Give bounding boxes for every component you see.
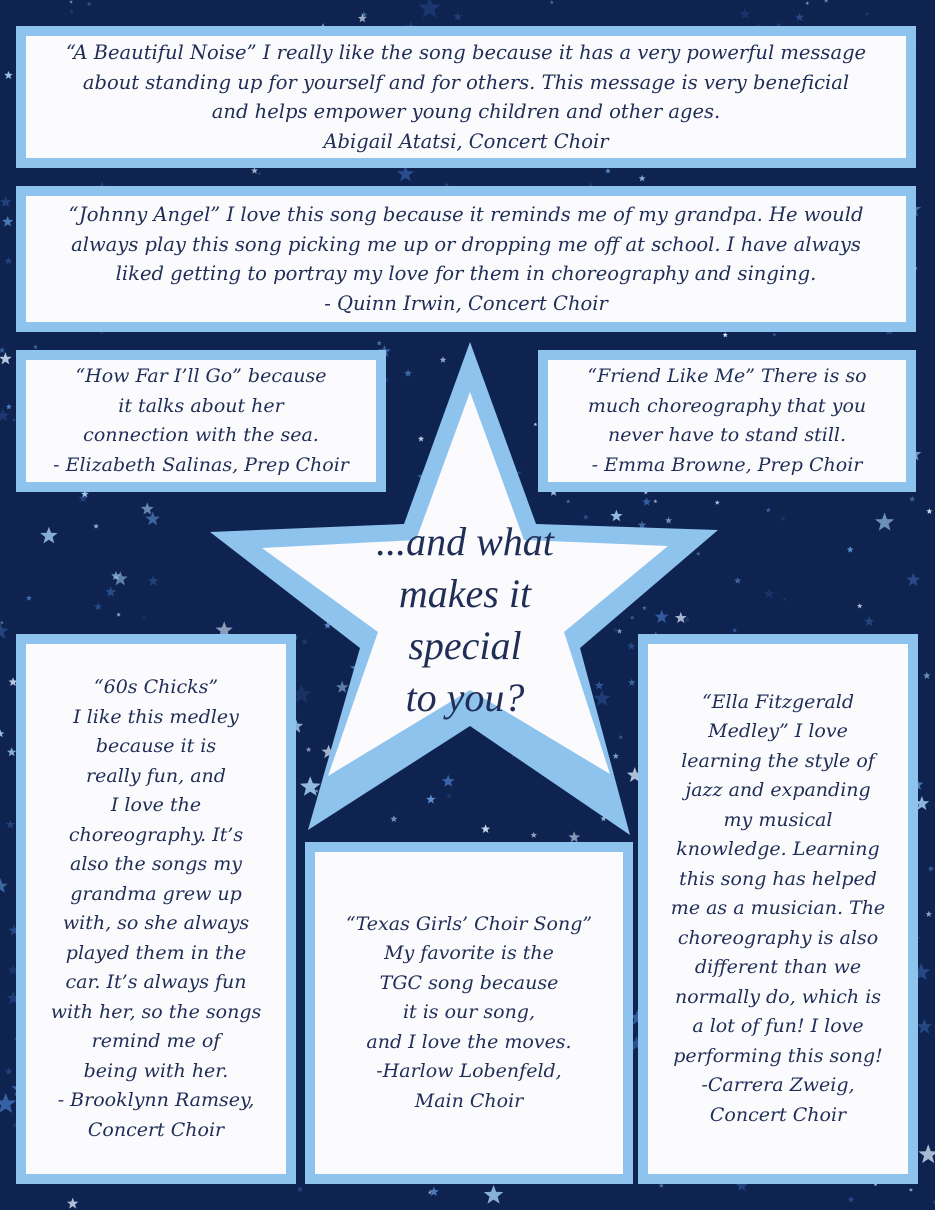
quote-card-texas-girls-choir xyxy=(305,842,633,1184)
quote-line: My favorite is the xyxy=(384,942,554,965)
quote-card-johnny-angel xyxy=(16,186,916,332)
quote-line: liked getting to portray my love for them in choreography and singing. xyxy=(115,262,817,285)
quote-author: -Carrera Zweig, xyxy=(701,1074,855,1097)
quote-card-beautiful-noise xyxy=(16,26,916,168)
quote-author: Concert Choir xyxy=(709,1103,847,1126)
quote-line: being with her. xyxy=(83,1059,229,1082)
quote-line: “Friend Like Me” There is so xyxy=(587,365,867,387)
star-heading-line: makes it xyxy=(398,571,532,616)
quote-line: grandma grew up xyxy=(70,882,242,905)
quote-line: learning the style of xyxy=(681,749,875,772)
quote-author: -Harlow Lobenfeld, xyxy=(376,1060,562,1083)
quote-line: remind me of xyxy=(91,1030,221,1052)
quote-line: I love the xyxy=(110,794,202,816)
quote-line: “Texas Girls’ Choir Song” xyxy=(345,912,593,935)
quote-author: - Brooklynn Ramsey, xyxy=(57,1089,255,1111)
quote-text xyxy=(548,360,906,482)
quote-line: never have to stand still. xyxy=(607,424,847,446)
quote-line: much choreography that you xyxy=(587,394,867,417)
quote-line: with, so she always xyxy=(62,912,250,934)
quote-text xyxy=(26,196,906,322)
quote-author: Main Choir xyxy=(414,1089,524,1112)
quote-line: because it is xyxy=(95,735,217,757)
quote-line: played them in the xyxy=(65,941,247,964)
quote-author: Abigail Atatsi, Concert Choir xyxy=(323,129,609,153)
quote-line: and I love the moves. xyxy=(366,1030,572,1053)
quote-line: different than we xyxy=(694,956,862,979)
quote-line: Medley” I love xyxy=(708,720,848,743)
quote-line: knowledge. Learning xyxy=(676,838,880,861)
quote-card-60s-chicks xyxy=(16,634,296,1184)
quote-line: “Ella Fitzgerald xyxy=(701,690,855,713)
quote-line: this song has helped xyxy=(679,867,877,890)
quote-author: - Quinn Irwin, Concert Choir xyxy=(324,291,608,315)
quote-card-ella-fitzgerald xyxy=(638,634,918,1184)
quote-line: me as a musician. The xyxy=(670,897,886,920)
quote-author: - Emma Browne, Prep Choir xyxy=(591,453,863,476)
quote-text xyxy=(26,360,376,482)
quote-line: “60s Chicks” xyxy=(93,676,219,698)
quote-line: it is our song, xyxy=(402,1001,536,1024)
quote-line: it talks about her xyxy=(118,394,284,417)
quote-author: Concert Choir xyxy=(87,1118,225,1141)
quote-author: - Elizabeth Salinas, Prep Choir xyxy=(53,453,349,476)
quote-line: I like this medley xyxy=(73,705,239,728)
quote-line: about standing up for yourself and for others. This message is very beneficial xyxy=(82,70,850,94)
quote-line: “A Beautiful Noise” I really like the song because it has a very powerful message xyxy=(65,41,867,64)
quote-line: a lot of fun! I love xyxy=(692,1015,864,1038)
quote-text xyxy=(315,852,623,1174)
quote-line: TGC song because xyxy=(379,971,559,994)
quote-line: performing this song! xyxy=(673,1044,883,1067)
quote-text xyxy=(26,36,906,158)
star-heading-line: ...and what xyxy=(376,519,554,564)
quote-line: my musical xyxy=(723,808,833,831)
quote-card-friend-like-me xyxy=(538,350,916,492)
quote-line: choreography. It’s xyxy=(68,823,244,846)
star-heading xyxy=(355,516,575,724)
star-heading-line: special xyxy=(408,623,522,668)
quote-line: normally do, which is xyxy=(674,985,882,1008)
quote-text xyxy=(648,644,908,1174)
quote-text xyxy=(26,644,286,1174)
quote-line: “How Far I’ll Go” because xyxy=(75,365,327,387)
quote-line: really fun, and xyxy=(86,764,226,787)
quote-line: jazz and expanding xyxy=(685,779,871,802)
quote-line: and helps empower young children and other ages. xyxy=(211,100,721,123)
quote-line: always play this song picking me up or dropping me off at school. I have always xyxy=(71,232,861,256)
quote-line: “Johnny Angel” I love this song because it reminds me of my grandpa. He would xyxy=(68,203,864,226)
star-heading-line: to you? xyxy=(405,675,525,720)
quote-line: with her, so the songs xyxy=(50,1000,262,1023)
quote-line: connection with the sea. xyxy=(83,424,319,446)
quote-line: choreography is also xyxy=(677,926,879,949)
quote-line: car. It’s always fun xyxy=(65,971,247,993)
quote-card-how-far-ill-go xyxy=(16,350,386,492)
quote-line: also the songs my xyxy=(70,853,242,875)
